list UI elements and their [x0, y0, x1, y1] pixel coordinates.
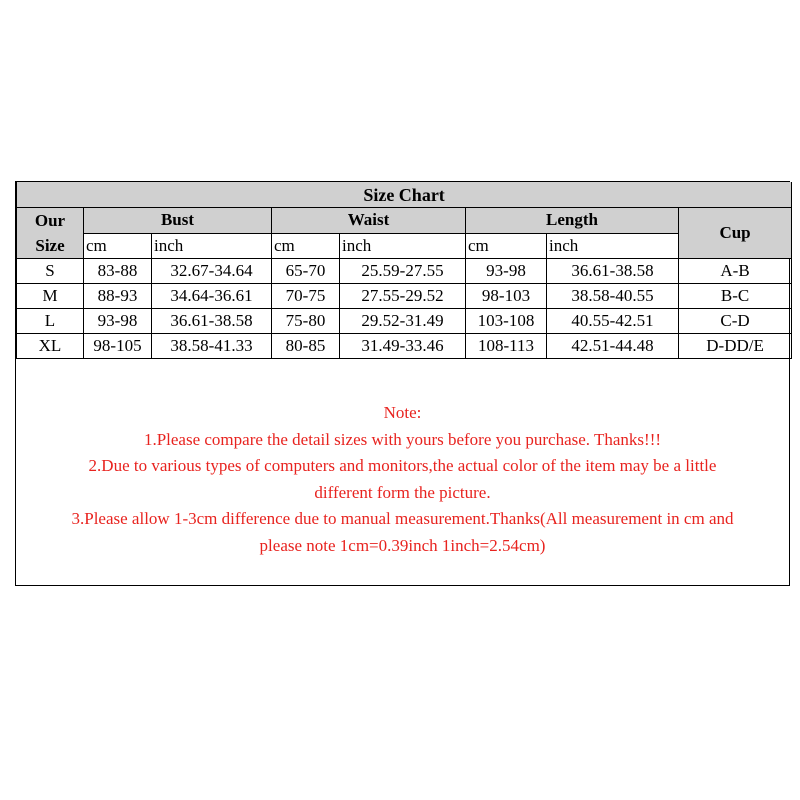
unit-cell: inch	[547, 233, 679, 259]
table-cell: 29.52-31.49	[340, 309, 466, 334]
table-cell: 88-93	[84, 284, 152, 309]
size-chart	[15, 181, 790, 586]
table-cell: 36.61-38.58	[547, 259, 679, 284]
table-cell: 83-88	[84, 259, 152, 284]
table-cell: 34.64-36.61	[152, 284, 272, 309]
our-size-header	[17, 208, 84, 259]
table-cell: 42.51-44.48	[547, 334, 679, 359]
table-cell: M	[17, 284, 84, 309]
length-header: Length	[466, 208, 679, 234]
table-cell: A-B	[679, 259, 792, 284]
table-cell: 93-98	[466, 259, 547, 284]
table-cell: 65-70	[272, 259, 340, 284]
note-line: please note 1cm=0.39inch 1inch=2.54cm)	[259, 535, 546, 555]
note-block	[16, 400, 789, 559]
unit-cell: inch	[152, 233, 272, 259]
table-cell: 108-113	[466, 334, 547, 359]
table-title: Size Chart	[17, 182, 792, 208]
our-label: Our	[34, 211, 66, 230]
table-row	[17, 259, 792, 284]
note-line: 1.Please compare the detail sizes with yours before you purchase. Thanks!!!	[143, 429, 662, 449]
table-cell: 25.59-27.55	[340, 259, 466, 284]
table-cell: 98-105	[84, 334, 152, 359]
table-cell: 93-98	[84, 309, 152, 334]
size-label: Size	[35, 236, 65, 255]
table-cell: 36.61-38.58	[152, 309, 272, 334]
note-line: 3.Please allow 1-3cm difference due to manual measurement.Thanks(All measurement in cm and	[71, 509, 734, 528]
unit-cell: cm	[84, 233, 152, 259]
note-line: 2.Due to various types of computers and monitors,the actual color of the item may be a little	[88, 456, 717, 475]
table-cell: D-DD/E	[679, 334, 792, 359]
note-heading: Note:	[383, 403, 422, 422]
table-cell: 103-108	[466, 309, 547, 334]
table-row	[17, 284, 792, 309]
table-cell: B-C	[679, 284, 792, 309]
waist-header: Waist	[272, 208, 466, 234]
table-cell: 31.49-33.46	[340, 334, 466, 359]
table-cell: 38.58-41.33	[152, 334, 272, 359]
table-row	[17, 334, 792, 359]
table-cell: 70-75	[272, 284, 340, 309]
bust-header: Bust	[84, 208, 272, 234]
unit-cell: inch	[340, 233, 466, 259]
table-cell: 98-103	[466, 284, 547, 309]
table-row	[17, 309, 792, 334]
table-cell: 80-85	[272, 334, 340, 359]
table-cell: S	[17, 259, 84, 284]
unit-cell: cm	[272, 233, 340, 259]
cup-header: Cup	[679, 208, 792, 259]
table-cell: XL	[17, 334, 84, 359]
table-cell: 38.58-40.55	[547, 284, 679, 309]
table-cell: L	[17, 309, 84, 334]
note-line: different form the picture.	[314, 482, 491, 502]
table-cell: C-D	[679, 309, 792, 334]
table-cell: 32.67-34.64	[152, 259, 272, 284]
table-cell: 75-80	[272, 309, 340, 334]
unit-cell: cm	[466, 233, 547, 259]
size-table	[16, 182, 792, 359]
table-cell: 40.55-42.51	[547, 309, 679, 334]
table-cell: 27.55-29.52	[340, 284, 466, 309]
